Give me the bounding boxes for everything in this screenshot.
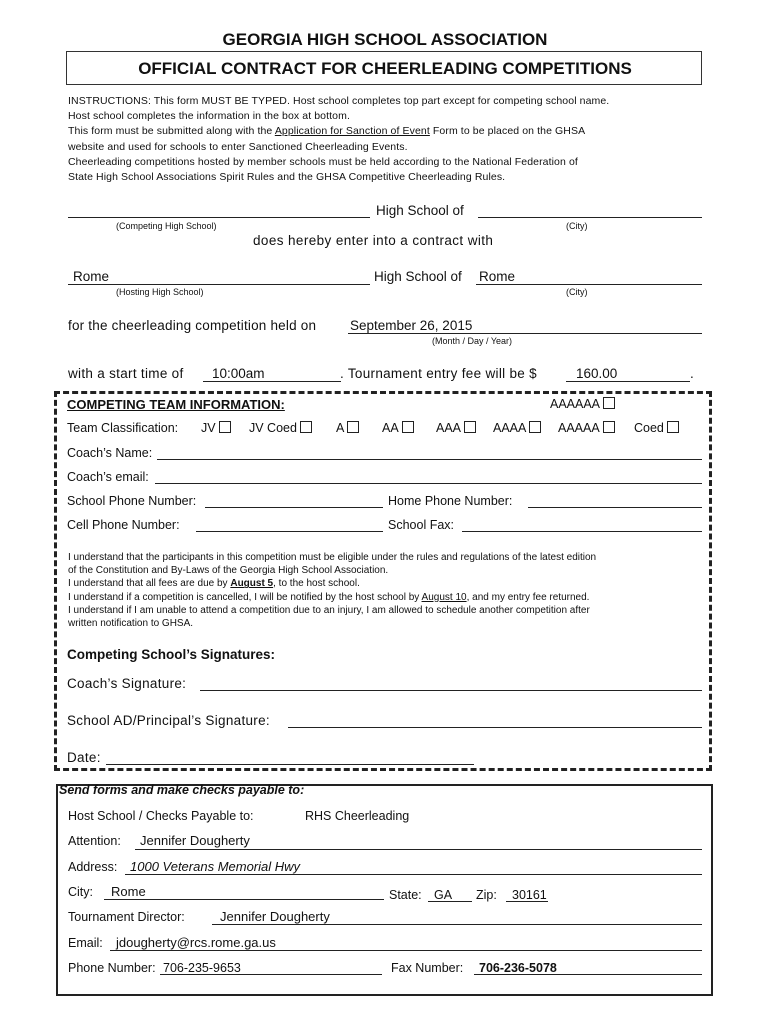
team-classification-label: Team Classification: xyxy=(67,421,179,435)
school-fax-field[interactable] xyxy=(462,531,702,532)
class-aa-label: AA xyxy=(382,421,399,435)
class-jv-checkbox[interactable] xyxy=(219,421,231,433)
class-aa xyxy=(382,421,414,435)
school-fax-label: School Fax: xyxy=(388,518,455,532)
email-label: Email: xyxy=(68,936,103,950)
association-title: GEORGIA HIGH SCHOOL ASSOCIATION xyxy=(222,30,548,49)
class-aaaaaa-label: AAAAAA xyxy=(550,397,601,411)
send-forms-heading: Send forms and make checks payable to: xyxy=(59,783,305,797)
cell-phone-label: Cell Phone Number: xyxy=(67,518,180,532)
class-aaaa-checkbox[interactable] xyxy=(529,421,541,433)
competition-date-label: for the cheerleading competition held on xyxy=(68,318,317,333)
class-coed-checkbox[interactable] xyxy=(667,421,679,433)
payable-label: Host School / Checks Payable to: xyxy=(68,809,254,823)
home-phone-label: Home Phone Number: xyxy=(388,494,513,508)
home-phone-field[interactable] xyxy=(528,507,702,508)
class-aaaaa xyxy=(558,421,615,435)
email-field[interactable] xyxy=(110,950,702,951)
coach-email-field[interactable] xyxy=(155,483,702,484)
class-aaaa xyxy=(493,421,541,435)
coach-signature-label: Coach’s Signature: xyxy=(67,676,187,691)
address-field[interactable] xyxy=(125,874,702,875)
zip-value: 30161 xyxy=(512,888,547,902)
sanction-application-link: Application for Sanction of Event xyxy=(274,125,430,138)
city-value: Rome xyxy=(111,884,146,899)
director-field[interactable] xyxy=(212,924,702,925)
start-time-value: 10:00am xyxy=(212,366,265,381)
class-coed-label: Coed xyxy=(634,421,664,435)
date-label: Date: xyxy=(67,750,101,765)
instructions-line: website and used for schools to enter Sanctioned Cheerleading Events. xyxy=(68,140,408,153)
terms-line: written notification to GHSA. xyxy=(68,618,194,630)
fee-due-date: August 5 xyxy=(230,578,274,590)
principal-signature-label: School AD/Principal’s Signature: xyxy=(67,713,270,728)
school-phone-field[interactable] xyxy=(205,507,383,508)
city-field[interactable] xyxy=(104,899,384,900)
instructions-line: INSTRUCTIONS: This form MUST BE TYPED. Host school completes top part except for competing school name. xyxy=(68,95,610,107)
class-jv-label: JV xyxy=(201,421,216,435)
attention-field[interactable] xyxy=(135,849,702,850)
class-aaaaaa-checkbox[interactable] xyxy=(603,397,615,409)
class-aaa-checkbox[interactable] xyxy=(464,421,476,433)
signatures-heading: Competing School’s Signatures: xyxy=(67,647,276,662)
hosting-city-field[interactable] xyxy=(476,284,702,285)
team-info-heading: COMPETING TEAM INFORMATION: xyxy=(67,397,285,412)
terms-text: , to the host school. xyxy=(273,578,360,590)
form-title: OFFICIAL CONTRACT FOR CHEERLEADING COMPETITIONS xyxy=(138,59,632,78)
state-label: State: xyxy=(389,888,422,902)
instructions-text: Form to be placed on the GHSA xyxy=(429,125,586,138)
hosting-city-caption: (City) xyxy=(566,287,588,297)
instructions xyxy=(68,94,704,185)
terms-text: I understand if a competition is cancelled, I will be notified by the host school by xyxy=(68,591,422,603)
class-a xyxy=(336,421,359,435)
competing-school-caption: (Competing High School) xyxy=(116,221,217,231)
attention-label: Attention: xyxy=(68,834,121,848)
entry-fee-label: . Tournament entry fee will be $ xyxy=(340,366,537,381)
cell-phone-field[interactable] xyxy=(196,531,383,532)
terms-line: of the Constitution and By-Laws of the Georgia High School Association. xyxy=(68,565,389,577)
class-aaaaaa xyxy=(550,397,615,411)
class-a-checkbox[interactable] xyxy=(347,421,359,433)
fax-value: 706-236-5078 xyxy=(479,961,557,975)
hosting-high-school-of-label: High School of xyxy=(374,269,462,284)
terms-block xyxy=(68,551,704,630)
phone-value: 706-235-9653 xyxy=(163,961,241,975)
class-aa-checkbox[interactable] xyxy=(402,421,414,433)
payable-value: RHS Cheerleading xyxy=(305,809,410,823)
high-school-of-label: High School of xyxy=(376,203,464,218)
coach-signature-field[interactable] xyxy=(200,690,702,691)
entry-fee-end: . xyxy=(690,366,694,381)
class-jv-coed-checkbox[interactable] xyxy=(300,421,312,433)
entry-fee-value: 160.00 xyxy=(576,366,618,381)
class-aaaa-label: AAAA xyxy=(493,421,527,435)
terms-text: I understand that all fees are due by xyxy=(68,578,231,590)
attention-value: Jennifer Dougherty xyxy=(140,833,250,848)
phone-label: Phone Number: xyxy=(68,961,156,975)
competition-date-field[interactable] xyxy=(348,333,702,334)
contract-statement: does hereby enter into a contract with xyxy=(253,233,494,248)
hosting-school-field[interactable] xyxy=(68,284,370,285)
terms-text: , and my entry fee returned. xyxy=(466,591,590,603)
entry-fee-field[interactable] xyxy=(566,381,690,382)
fax-field[interactable] xyxy=(474,974,702,975)
school-phone-label: School Phone Number: xyxy=(67,494,197,508)
email-value: jdougherty@rcs.rome.ga.us xyxy=(116,935,276,950)
coach-name-label: Coach’s Name: xyxy=(67,446,153,460)
coach-email-label: Coach’s email: xyxy=(67,470,149,484)
hosting-school-caption: (Hosting High School) xyxy=(116,287,204,297)
class-jv-coed-label: JV Coed xyxy=(249,421,297,435)
class-a-label: A xyxy=(336,421,345,435)
class-coed xyxy=(634,421,679,435)
terms-line xyxy=(68,591,704,604)
class-aaa xyxy=(436,421,476,435)
class-aaaaa-label: AAAAA xyxy=(558,421,600,435)
city-label: City: xyxy=(68,885,93,899)
fax-label: Fax Number: xyxy=(391,961,464,975)
competition-date-value: September 26, 2015 xyxy=(350,318,473,333)
address-value: 1000 Veterans Memorial Hwy xyxy=(130,859,301,874)
class-jv-coed xyxy=(249,421,312,435)
state-field[interactable] xyxy=(428,901,472,902)
director-label: Tournament Director: xyxy=(68,910,185,924)
zip-field[interactable] xyxy=(506,901,548,902)
hosting-city-value: Rome xyxy=(479,269,516,284)
terms-line xyxy=(68,577,704,590)
class-aaaaa-checkbox[interactable] xyxy=(603,421,615,433)
principal-signature-field[interactable] xyxy=(288,727,702,728)
class-jv xyxy=(201,421,231,435)
competing-city-field[interactable] xyxy=(478,217,702,218)
state-value: GA xyxy=(434,888,453,902)
instructions-text: This form must be submitted along with the xyxy=(68,125,275,138)
terms-line: I understand that the participants in this competition must be eligible under the rules and regulations of the latest edition xyxy=(68,552,597,563)
coach-name-field[interactable] xyxy=(157,459,702,460)
start-time-field[interactable] xyxy=(203,381,341,382)
competing-city-caption: (City) xyxy=(566,221,588,231)
instructions-line: State High School Associations Spirit Rules and the GHSA Competitive Cheerleading Rules. xyxy=(68,171,506,184)
director-value: Jennifer Dougherty xyxy=(220,909,330,924)
cancel-notice-date: August 10 xyxy=(421,591,467,603)
date-field[interactable] xyxy=(106,764,474,765)
instructions-line xyxy=(68,124,704,139)
date-format-caption: (Month / Day / Year) xyxy=(432,336,513,346)
instructions-line: Cheerleading competitions hosted by member schools must be held according to the National Federation of xyxy=(68,155,578,168)
phone-field[interactable] xyxy=(160,974,382,975)
class-aaa-label: AAA xyxy=(436,421,462,435)
zip-label: Zip: xyxy=(476,888,497,902)
start-time-label: with a start time of xyxy=(68,366,184,381)
competing-school-field[interactable] xyxy=(68,217,370,218)
hosting-school-value: Rome xyxy=(73,269,110,284)
instructions-line: Host school completes the information in the box at bottom. xyxy=(68,110,350,123)
address-label: Address: xyxy=(68,860,118,874)
terms-line: I understand if I am unable to attend a competition due to an injury, I am allowed to schedule another competition after xyxy=(68,604,590,616)
